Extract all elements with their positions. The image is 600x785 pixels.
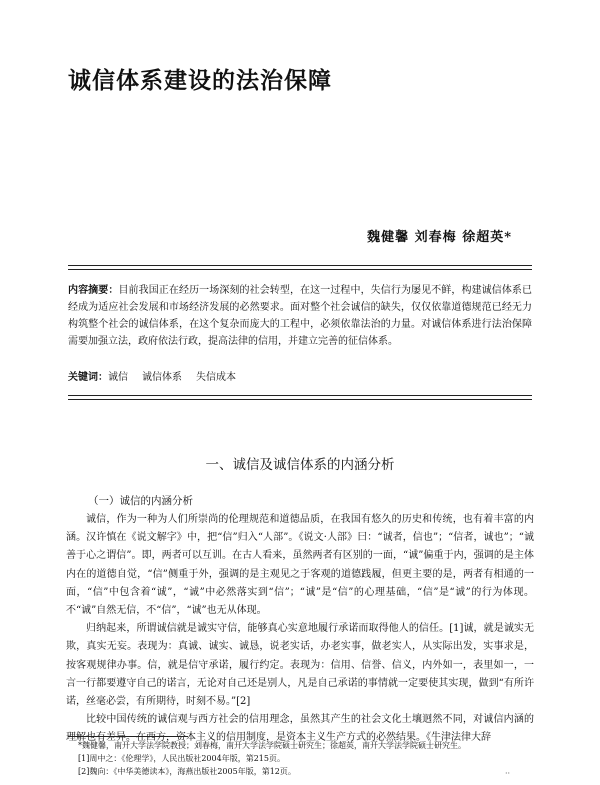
body-text bbox=[66, 511, 534, 748]
body-paragraph: 归纳起来，所谓诚信就是诚实守信，能够真心实意地履行承诺而取得他人的信任。[1]诚，就是诚实无欺，真实无妄。表现为：真诚、诚实、诚恳，说老实话，办老实事，做老实人，从实际出发，实事求是，按客观规律办事。信，就是信守承诺，履行约定。表现为：信用、信誉、信义，内外如一，表里如一，一言一行都要遵守自己的诺言，无论对自己还是别人，凡是自己承诺的事情就一定要使其实现，做到“有所许诺，丝毫必尝，有所期待，时刻不易。”[2] bbox=[66, 623, 534, 708]
footnote-author: *魏健馨，南开大学法学院教授；刘春梅，南开大学法学院硕士研究生；徐超英，南开大学法学院硕士研究生。 bbox=[78, 741, 466, 750]
keyword-term: 诚信 bbox=[108, 372, 128, 383]
page-mark: ·· bbox=[505, 769, 511, 778]
body-paragraph: 比较中国传统的诚信观与西方社会的信用理念，虽然其产生的社会文化土壤迥然不同，对诚信内涵的理解也有差异。在西方，资本主义的信用制度，是资本主义生产方式的必然结果。《牛津法律大辞 bbox=[66, 714, 534, 744]
keyword-term: 诚信体系 bbox=[142, 372, 182, 383]
subsection-heading: （一）诚信的内涵分析 bbox=[88, 495, 193, 507]
author-list: 魏健馨 刘春梅 徐超英* bbox=[367, 230, 512, 245]
footnote-1: [1]周中之：《伦理学》，人民出版社2004年版，第215页。 bbox=[78, 754, 285, 763]
abstract-label: 内容摘要： bbox=[68, 285, 119, 296]
section-heading: 一、诚信及诚信体系的内涵分析 bbox=[205, 457, 395, 473]
abstract-top-rule bbox=[68, 265, 532, 266]
footnotes bbox=[78, 739, 466, 778]
footnote-rule bbox=[68, 736, 188, 737]
keyword-term: 失信成本 bbox=[196, 372, 236, 383]
abstract-text: 目前我国正在经历一场深刻的社会转型，在这一过程中，失信行为屡见不鲜，构建诚信体系已经成为适应社会发展和市场经济发展的必然要求。面对整个社会诚信的缺失，仅仅依靠道德规范已经无力构筑整个社会的诚信体系，在这个复杂而庞大的工程中，必须依靠法治的力量。对诚信体系进行法治保障需要加强立法，政府依法行政，提高法律的信用，并建立完善的征信体系。 bbox=[68, 285, 533, 347]
abstract-bottom-rule bbox=[68, 395, 532, 396]
abstract-top-rule-inner bbox=[68, 269, 532, 270]
abstract-block bbox=[68, 282, 532, 350]
footnote-2: [2]魏向：《中华美德读本》，海燕出版社2005年版，第12页。 bbox=[78, 767, 296, 776]
paper-title: 诚信体系建设的法治保障 bbox=[68, 68, 332, 94]
keywords-block bbox=[68, 368, 250, 383]
body-paragraph: 诚信，作为一种为人们所崇尚的伦理规范和道德品质，在我国有悠久的历史和传统，也有着丰富的内涵。汉许慎在《说文解字》中，把“信”归入“人部”。《说文·人部》曰：“诚者，信也”；“信者，诚也”；“诚善于心之谓信”。即，两者可以互训。在古人看来，虽然两者有区别的一面，“诚”偏重于内，强调的是主体内在的道德自觉，“信”侧重于外，强调的是主观见之于客观的道德践履，但更主要的是，两者有相通的一面，“信”中包含着“诚”，“诚”中必然落实到“信”；“诚”是“信”的心理基础，“信”是“诚”的行为体现。不“诚”自然无信，不“信”，“诚”也无从体现。 bbox=[66, 514, 534, 617]
abstract-bottom-rule-inner bbox=[68, 399, 532, 400]
keywords-label: 关键词： bbox=[68, 372, 108, 383]
